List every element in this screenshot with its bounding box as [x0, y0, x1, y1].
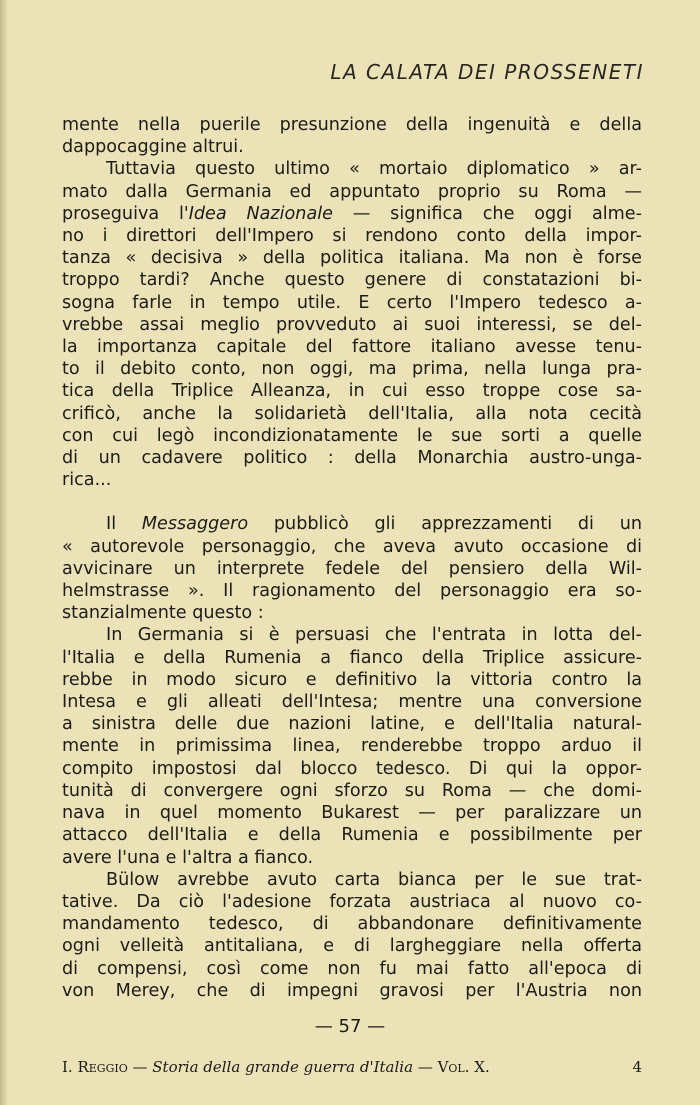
page-footer: [62, 1058, 642, 1076]
text-line: stanzialmente questo :: [62, 603, 264, 624]
text-line: vrebbe assai meglio provveduto ai suoi interessi, se del-: [62, 314, 642, 335]
footer-citation: I. Reggio — Storia della grande guerra d'Italia — Vol. X.: [62, 1058, 490, 1076]
text-line: mato dalla Germania ed appuntato proprio su Roma —: [62, 181, 642, 202]
paragraph: [62, 513, 642, 624]
text-line: ogni velleità antitaliana, e di largheggiare nella offerta: [62, 936, 642, 957]
text-line: attacco dell'Italia e della Rumenia e possibilmente per: [62, 825, 642, 846]
text-line: no i direttori dell'Impero si rendono conto della impor-: [62, 226, 642, 247]
text-line: nava in quel momento Bukarest — per paralizzare un: [62, 803, 642, 824]
text-line: avere l'una e l'altra a fianco.: [62, 847, 314, 868]
text-line: a sinistra delle due nazioni latine, e dell'Italia natural-: [62, 714, 642, 735]
text-line: In Germania si è persuasi che l'entrata in lotta del-: [106, 625, 642, 646]
text-line: compito impostosi dal blocco tedesco. Di qui la oppor-: [62, 758, 642, 779]
text-line: Intesa e gli alleati dell'Intesa; mentre una conversione: [62, 692, 642, 713]
text-line: Tuttavia questo ultimo « mortaio diplomatico » ar-: [106, 159, 642, 180]
text-line: tanza « decisiva » della politica italiana. Ma non è forse: [62, 248, 642, 269]
text-line: crificò, anche la solidarietà dell'Italia, alla nota cecità: [62, 403, 642, 424]
text-line: sogna farle in tempo utile. E certo l'Impero tedesco a-: [62, 292, 642, 313]
text-line: tica della Triplice Alleanza, in cui esso troppe cose sa-: [62, 381, 642, 402]
text-line: rebbe in modo sicuro e definitivo la vittoria contro la: [62, 669, 642, 690]
text-line: proseguiva l'Idea Nazionale — significa che oggi alme-: [62, 203, 642, 224]
text-line: to il debito conto, non oggi, ma prima, nella lunga pra-: [62, 359, 642, 380]
page-number: — 57 —: [314, 1016, 386, 1037]
text-line: mandamento tedesco, di abbandonare definitivamente: [62, 914, 642, 935]
signature-mark: 4: [632, 1058, 642, 1076]
text-line: mente nella puerile presunzione della ingenuità e della: [62, 115, 642, 135]
page-edge-shadow: [0, 0, 8, 1105]
text-line: troppo tardi? Anche questo genere di constatazioni bi-: [62, 270, 642, 291]
text-line: Bülow avrebbe avuto carta bianca per le sue trat-: [106, 869, 642, 890]
body-text: [62, 114, 642, 1002]
text-line: di compensi, così come non fu mai fatto all'epoca di: [62, 958, 642, 979]
text-line: avvicinare un interprete fedele del pensiero della Wil-: [62, 558, 642, 579]
paragraph: [62, 114, 642, 158]
paragraph: [62, 158, 642, 491]
paragraph: [62, 869, 642, 1002]
text-line: helmstrasse ». Il ragionamento del personaggio era so-: [62, 581, 642, 602]
text-line: di un cadavere politico : della Monarchia austro-unga-: [62, 448, 642, 469]
text-line: l'Italia e della Rumenia a fianco della Triplice assicure-: [62, 647, 642, 668]
text-line: Il Messaggero pubblicò gli apprezzamenti di un: [106, 514, 643, 535]
text-line: tunità di convergere ogni sforzo su Roma — che domi-: [62, 780, 642, 801]
text-line: « autorevole personaggio, che aveva avuto occasione di: [62, 536, 642, 557]
running-head: LA CALATA DEI PROSSENETI: [330, 60, 644, 84]
text-line: la importanza capitale del fattore italiano avesse tenu-: [62, 337, 642, 358]
text-line: von Merey, che di impegni gravosi per l'Austria non: [62, 980, 642, 1001]
text-line: con cui legò incondizionatamente le sue sorti a quelle: [62, 425, 642, 446]
paragraph: [62, 624, 642, 868]
text-line: tative. Da ciò l'adesione forzata austriaca al nuovo co-: [62, 891, 642, 912]
text-line: mente in primissima linea, renderebbe troppo arduo il: [62, 736, 642, 757]
text-line: rica...: [62, 470, 112, 491]
text-line: dappocaggine altrui.: [62, 137, 244, 158]
